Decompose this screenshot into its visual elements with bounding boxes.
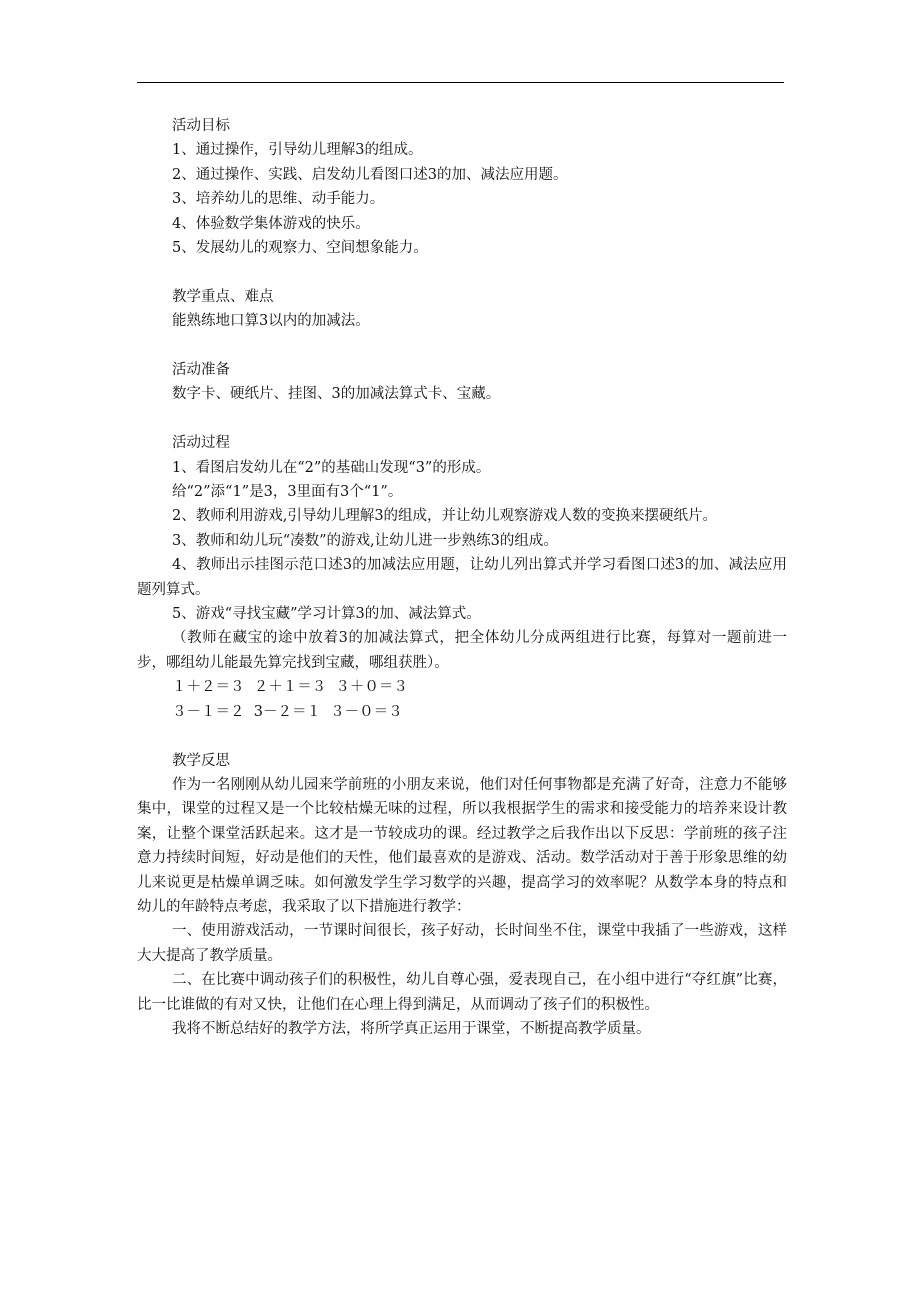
objective-item: 2、通过操作、实践、启发幼儿看图口述3的加、减法应用题。 bbox=[172, 166, 568, 183]
process-step: 2、教师利用游戏,引导幼儿理解3的组成，并让幼儿观察游戏人数的变换来摆硬纸片。 bbox=[172, 508, 718, 525]
objective-item: 5、发展幼儿的观察力、空间想象能力。 bbox=[172, 240, 428, 257]
process-step: 1、看图启发幼儿在“2”的基础山发现“3”的形成。 bbox=[172, 459, 491, 476]
process-heading: 活动过程 bbox=[172, 435, 230, 452]
objectives-heading: 活动目标 bbox=[172, 118, 230, 134]
reflection-paragraph: 我将不断总结好的教学方法，将所学真正运用于课堂，不断提高教学质量。 bbox=[172, 1020, 651, 1037]
objective-item: 3、培养幼儿的思维、动手能力。 bbox=[172, 191, 385, 208]
process-step: 给“2”添“1”是3，3里面有3个“1”。 bbox=[172, 484, 403, 501]
document-body bbox=[137, 114, 787, 1041]
reflection-paragraph: 作为一名刚刚从幼儿园来学前班的小朋友来说，他们对任何事物都是充满了好奇，注意力不能够集中，课堂的过程又是一个比较枯燥无味的过程，所以我根据学生的需求和接受能力的培养来设计教案，让整个课堂活跃起来。这才是一节较成功的课。经过教学之后我作出以下反思：学前班的孩子注意力持续时间短，好动是他们的天性，他们最喜欢的是游戏、活动。数学活动对于善于形象思维的幼儿来说更是枯燥单调乏味。如何激发学生学习数学的兴趣，提高学习的效率呢？从数学本身的特点和幼儿的年龄特点考虑，我采取了以下措施进行教学： bbox=[137, 776, 787, 915]
reflection-paragraph: 一、使用游戏活动，一节课时间很长，孩子好动，长时间坐不住，课堂中我插了一些游戏，这样大大提高了教学质量。 bbox=[137, 923, 787, 964]
preparation-heading: 活动准备 bbox=[172, 362, 230, 379]
process-step: 3、教师和幼儿玩“凑数”的游戏,让幼儿进一步熟练3的组成。 bbox=[172, 532, 558, 549]
reflection-paragraph: 二、在比赛中调动孩子们的积极性，幼儿自尊心强，爱表现自己，在小组中进行“夺红旗”比赛，比一比谁做的有对又快，让他们在心理上得到满足，从而调动了孩子们的积极性。 bbox=[137, 972, 787, 1013]
formula-row-subtraction: ３－１＝２ 3－２＝１ ３－０＝３ bbox=[172, 703, 403, 720]
spacer bbox=[137, 260, 787, 284]
header-rule bbox=[137, 82, 784, 83]
process-note: （教师在藏宝的途中放着3的加减法算式，把全体幼儿分成两组进行比赛，每算对一题前进一步，哪组幼儿能最先算完找到宝藏，哪组获胜）。 bbox=[137, 630, 787, 671]
reflection-heading: 教学反思 bbox=[172, 752, 230, 769]
objective-item: 1、通过操作，引导幼儿理解3的组成。 bbox=[172, 142, 423, 159]
key-points-text: 能熟练地口算3以内的加减法。 bbox=[172, 313, 370, 330]
preparation-text: 数字卡、硬纸片、挂图、3的加减法算式卡、宝藏。 bbox=[172, 386, 501, 403]
objective-item: 4、体验数学集体游戏的快乐。 bbox=[172, 215, 370, 232]
process-step: 4、教师出示挂图示范口述3的加减法应用题，让幼儿列出算式并学习看图口述3的加、减法应用题列算式。 bbox=[137, 557, 787, 598]
formula-row-addition: １＋２＝３ ２＋１＝３ ３＋０＝３ bbox=[172, 679, 408, 696]
process-step: 5、游戏“寻找宝藏”学习计算3的加、减法算式。 bbox=[172, 606, 481, 623]
key-points-heading: 教学重点、难点 bbox=[172, 288, 274, 305]
spacer bbox=[137, 724, 787, 748]
spacer bbox=[137, 407, 787, 431]
spacer bbox=[137, 334, 787, 358]
